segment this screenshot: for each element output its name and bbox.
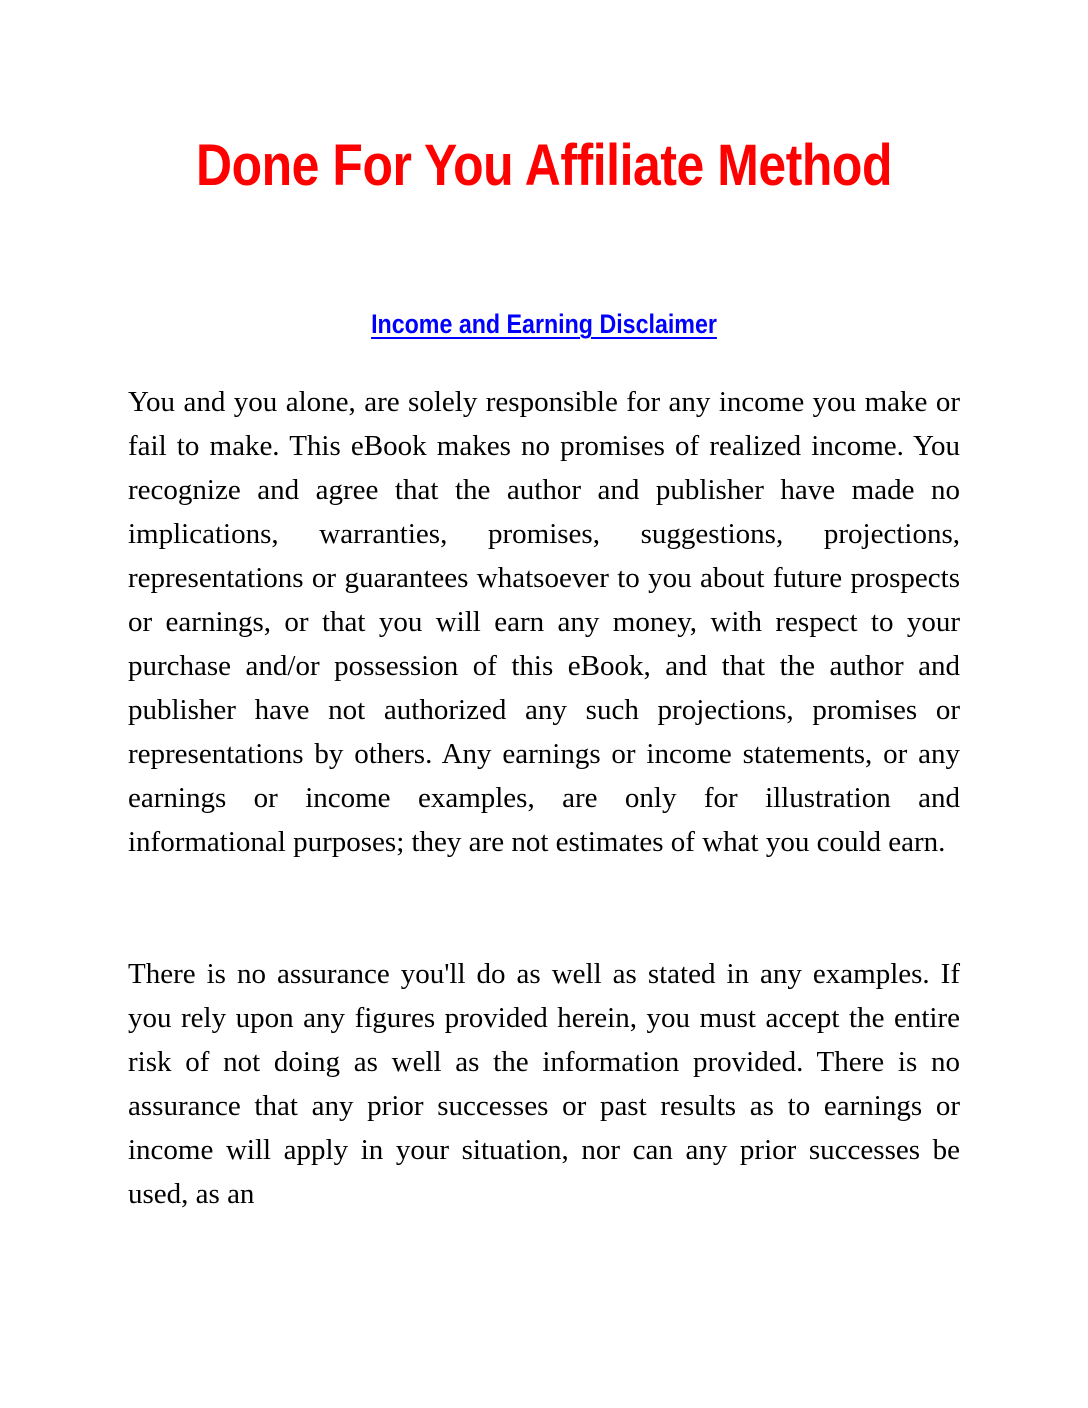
section-heading [76, 304, 1012, 344]
disclaimer-paragraph-2: There is no assurance you'll do as well as stated in any examples. If you rely upon any figures provided herein, you must accept the entire risk of not doing as well as the information provided. There is no assurance that any prior successes or past results as to earnings or income will apply in your situation, nor can any prior successes be used, as an [128, 958, 960, 1210]
document-title: Done For You Affiliate Method [196, 133, 892, 198]
disclaimer-heading-link[interactable]: Income and Earning Disclaimer [371, 309, 717, 339]
disclaimer-paragraph-1: You and you alone, are solely responsible for any income you make or fail to make. This eBook makes no promises of realized income. You recognize and agree that the author and publisher have made no implications, warranties, promises, suggestions, projections, representations or guarantees whatsoever to you about future prospects or earnings, or that you will earn any money, with respect to your purchase and/or possession of this eBook, and that the author and publisher have not authorized any such projections, promises or representations by others. Any earnings or income statements, or any earnings or income examples, are only for illustration and informational purposes; they are not estimates of what you could earn. [128, 386, 960, 858]
